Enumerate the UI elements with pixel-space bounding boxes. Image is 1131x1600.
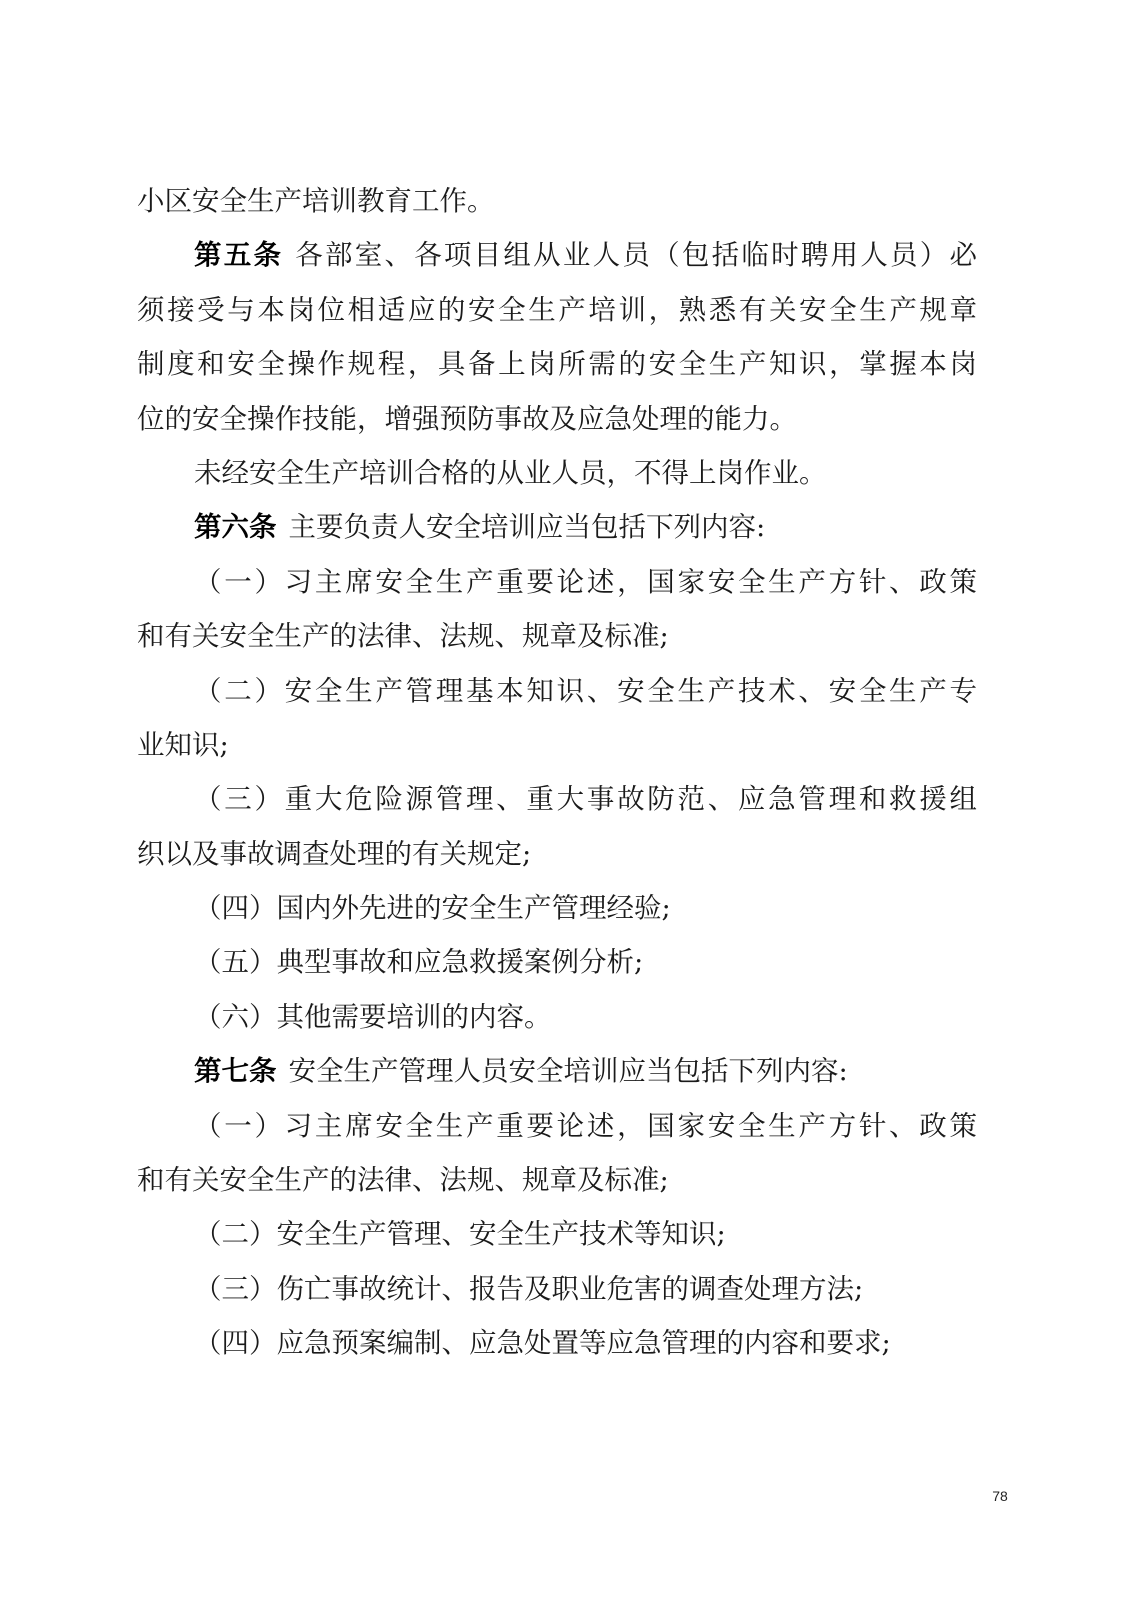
article-heading: 第六条: [194, 511, 277, 544]
text-line: [137, 1099, 977, 1153]
text-line: [137, 935, 977, 989]
text-line: [137, 337, 977, 391]
text-line: [137, 1262, 977, 1316]
page-number: 78: [992, 1488, 1008, 1504]
text-line: [137, 1207, 977, 1261]
text-line: [137, 664, 977, 718]
text-line: [137, 990, 977, 1044]
text-line: [137, 881, 977, 935]
text-line: [137, 1153, 977, 1207]
line-text: 小区安全生产培训教育工作。: [137, 185, 495, 217]
line-text: 业知识;: [137, 728, 229, 761]
line-text: （二）安全生产管理基本知识、安全生产技术、安全生产专: [194, 674, 977, 707]
text-line: [137, 392, 977, 446]
text-line: [137, 718, 977, 772]
line-text: 安全生产管理人员安全培训应当包括下列内容:: [288, 1055, 848, 1088]
line-text: （三）伤亡事故统计、报告及职业危害的调查处理方法;: [194, 1272, 864, 1305]
line-text: （六）其他需要培训的内容。: [194, 1000, 552, 1033]
line-text: 制度和安全操作规程，具备上岗所需的安全生产知识，掌握本岗: [137, 348, 977, 381]
text-line: [137, 555, 977, 609]
text-line: [137, 1316, 977, 1370]
line-text: （三）重大危险源管理、重大事故防范、应急管理和救援组: [194, 783, 977, 816]
line-text: 和有关安全生产的法律、法规、规章及标准;: [137, 1164, 669, 1197]
text-line: [137, 609, 977, 663]
line-text: 各部室、各项目组从业人员（包括临时聘用人员）必: [295, 239, 977, 272]
text-line: [137, 827, 977, 881]
text-line: [137, 174, 977, 228]
line-text: 织以及事故调查处理的有关规定;: [137, 837, 532, 870]
text-line: [137, 446, 977, 500]
line-text: （二）安全生产管理、安全生产技术等知识;: [194, 1218, 726, 1251]
line-text: 位的安全操作技能，增强预防事故及应急处理的能力。: [137, 402, 797, 435]
line-text: 须接受与本岗位相适应的安全生产培训，熟悉有关安全生产规章: [137, 293, 977, 326]
text-line: [137, 228, 977, 282]
article-heading: 第七条: [194, 1055, 277, 1088]
article-heading: 第五条: [194, 239, 284, 272]
line-text: （一）习主席安全生产重要论述，国家安全生产方针、政策: [194, 1109, 977, 1142]
line-text: 主要负责人安全培训应当包括下列内容:: [288, 511, 766, 544]
text-line: [137, 1044, 977, 1098]
line-text: （四）应急预案编制、应急处置等应急管理的内容和要求;: [194, 1327, 891, 1360]
line-text: （四）国内外先进的安全生产管理经验;: [194, 892, 671, 925]
line-text: 和有关安全生产的法律、法规、规章及标准;: [137, 620, 669, 653]
line-text: 未经安全生产培训合格的从业人员，不得上岗作业。: [194, 456, 827, 489]
body-text: [137, 174, 977, 1371]
line-text: （五）典型事故和应急救援案例分析;: [194, 946, 644, 979]
line-text: （一）习主席安全生产重要论述，国家安全生产方针、政策: [194, 565, 977, 598]
text-line: [137, 500, 977, 554]
text-line: [137, 283, 977, 337]
text-line: [137, 772, 977, 826]
